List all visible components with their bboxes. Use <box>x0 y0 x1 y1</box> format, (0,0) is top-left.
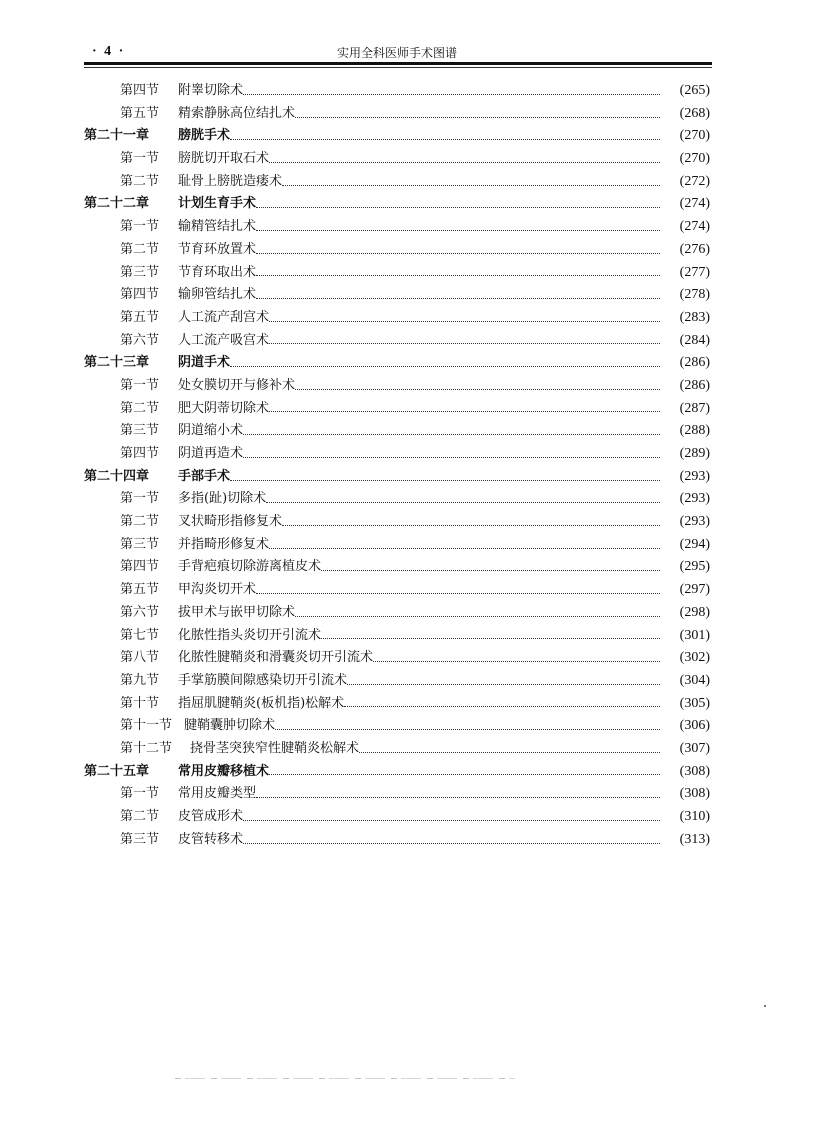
toc-entry-page: (284) <box>679 332 710 348</box>
toc-entry-label: 第五节 <box>120 105 160 121</box>
toc-entry-title: 手部手术 <box>178 468 231 484</box>
dot-leader <box>269 321 660 322</box>
toc-entry-title: 常用皮瓣移植术 <box>178 763 270 779</box>
toc-entry-page: (301) <box>679 627 710 643</box>
toc-entry-page: (302) <box>679 650 710 666</box>
toc-entry-label: 第二节 <box>120 400 160 416</box>
header-rule-thin <box>84 67 712 68</box>
toc-section-entry <box>84 262 710 285</box>
running-title: 实用全科医师手术图谱 <box>336 46 457 60</box>
toc-entry-label: 第二十二章 <box>84 196 150 212</box>
toc-section-entry <box>84 647 710 670</box>
toc-entry-page: (286) <box>679 355 710 371</box>
toc-entry-title: 皮管转移术 <box>178 831 244 847</box>
dot-leader <box>321 638 660 639</box>
dot-leader <box>256 593 660 594</box>
dot-leader <box>275 729 660 730</box>
toc-entry-label: 第四节 <box>120 83 160 98</box>
toc-entry-label: 第二节 <box>120 173 160 189</box>
toc-entry-page: (270) <box>679 128 710 144</box>
toc-entry-title: 计划生育手术 <box>178 196 257 212</box>
toc-entry-page: (274) <box>679 219 710 235</box>
toc-section-entry <box>84 670 710 693</box>
toc-entry-page: (293) <box>679 514 710 530</box>
toc-section-entry <box>84 625 710 648</box>
scan-artifact-line <box>175 1078 515 1079</box>
dot-leader <box>256 253 660 254</box>
toc-entry-title: 输精管结扎术 <box>178 219 257 235</box>
toc-entry-title: 节育环取出术 <box>178 264 257 280</box>
toc-entry-page: (293) <box>679 491 710 507</box>
toc-entry-page: (286) <box>679 377 710 393</box>
dot-leader <box>269 162 660 163</box>
toc-entry-title: 叉状畸形指修复术 <box>178 514 283 530</box>
toc-entry-title: 处女膜切开与修补术 <box>178 377 296 393</box>
toc-entry-page: (310) <box>679 809 710 824</box>
toc-entry-title: 人工流产吸宫术 <box>178 332 270 348</box>
toc-section-entry <box>84 488 710 511</box>
toc-section-entry <box>84 239 710 262</box>
toc-entry-label: 第一节 <box>120 786 160 802</box>
toc-entry-label: 第三节 <box>120 264 160 280</box>
toc-entry-title: 拔甲术与嵌甲切除术 <box>178 604 296 620</box>
toc-entry-title: 阴道缩小术 <box>178 423 244 439</box>
dot-leader <box>230 139 660 140</box>
toc-entry-label: 第二十四章 <box>84 468 150 484</box>
toc-section-entry <box>84 738 710 761</box>
toc-entry-page: (305) <box>679 695 710 711</box>
toc-entry-page: (289) <box>679 446 710 461</box>
dot-leader <box>347 684 660 685</box>
toc-entry-label: 第一节 <box>120 219 160 235</box>
toc-entry-label: 第四节 <box>120 559 160 575</box>
toc-entry-title: 手掌筋膜间隙感染切开引流术 <box>178 672 348 688</box>
toc-entry-title: 皮管成形术 <box>178 809 244 824</box>
toc-entry-title: 常用皮瓣类型 <box>178 786 257 802</box>
dot-leader <box>269 774 660 775</box>
dot-leader <box>256 275 660 276</box>
dot-leader <box>243 94 660 95</box>
toc-entry-page: (283) <box>679 309 710 325</box>
toc-entry-label: 第六节 <box>120 332 160 348</box>
toc-entry-page: (276) <box>679 241 710 257</box>
toc-entry-title: 人工流产刮宫术 <box>178 309 270 325</box>
dot-leader <box>269 411 660 412</box>
toc-entry-title: 手背疤痕切除游离植皮术 <box>178 559 322 575</box>
toc-entry-page: (278) <box>679 287 710 303</box>
dot-leader <box>344 706 660 707</box>
toc-entry-label: 第三节 <box>120 536 160 552</box>
toc-entry-title: 节育环放置术 <box>178 241 257 257</box>
dot-leader <box>266 502 660 503</box>
toc-entry-title: 膀胱切开取石术 <box>178 151 270 167</box>
toc-entry-label: 第二十三章 <box>84 355 150 371</box>
toc-entry-label: 第十二节 <box>120 740 173 756</box>
toc-entry-page: (265) <box>679 83 710 98</box>
toc-entry-label: 第五节 <box>120 309 160 325</box>
toc-entry-label: 第二节 <box>120 809 160 824</box>
dot-leader <box>243 434 660 435</box>
toc-section-entry <box>84 715 710 738</box>
toc-entry-page: (295) <box>679 559 710 575</box>
toc-chapter-entry <box>84 193 710 216</box>
toc-entry-label: 第四节 <box>120 446 160 461</box>
toc-entry-label: 第二节 <box>120 514 160 530</box>
toc-chapter-entry <box>84 761 710 784</box>
toc-entry-title: 阴道手术 <box>178 355 231 371</box>
toc-section-entry <box>84 284 710 307</box>
toc-entry-label: 第九节 <box>120 672 160 688</box>
scan-speck <box>764 1005 766 1007</box>
toc-entry-label: 第十节 <box>120 695 160 711</box>
toc-entry-label: 第一节 <box>120 491 160 507</box>
toc-section-entry <box>84 443 710 466</box>
toc-entry-title: 挠骨茎突狭窄性腱鞘炎松解术 <box>190 740 360 756</box>
dot-leader <box>373 661 660 662</box>
toc-section-entry <box>84 556 710 579</box>
toc-entry-title: 膀胱手术 <box>178 128 231 144</box>
dot-leader <box>256 298 660 299</box>
toc-entry-page: (308) <box>679 786 710 802</box>
dot-leader <box>282 525 660 526</box>
toc-section-entry <box>84 398 710 421</box>
toc-section-entry <box>84 171 710 194</box>
dot-leader <box>295 616 660 617</box>
toc-entry-page: (308) <box>679 763 710 779</box>
dot-leader <box>243 820 660 821</box>
dot-leader <box>243 843 660 844</box>
toc-entry-label: 第六节 <box>120 604 160 620</box>
toc-chapter-entry <box>84 352 710 375</box>
toc-entry-label: 第二十五章 <box>84 763 150 779</box>
toc-entry-title: 多指(趾)切除术 <box>178 491 267 507</box>
page-header <box>84 40 710 60</box>
dot-leader <box>359 752 660 753</box>
toc-section-entry <box>84 579 710 602</box>
toc-entry-page: (313) <box>679 831 710 847</box>
toc-entry-title: 耻骨上膀胱造瘘术 <box>178 173 283 189</box>
toc-section-entry <box>84 80 710 103</box>
toc-section-entry <box>84 783 710 806</box>
dot-leader <box>230 480 660 481</box>
toc-section-entry <box>84 375 710 398</box>
toc-entry-page: (287) <box>679 400 710 416</box>
toc-entry-label: 第三节 <box>120 423 160 439</box>
dot-leader <box>321 570 660 571</box>
toc-entry-page: (270) <box>679 151 710 167</box>
dot-leader <box>256 230 660 231</box>
toc-entry-title: 腱鞘囊肿切除术 <box>184 718 276 734</box>
dot-leader <box>282 185 660 186</box>
toc-section-entry <box>84 829 710 852</box>
toc-entry-title: 指屈肌腱鞘炎(板机指)松解术 <box>178 695 345 711</box>
toc-entry-page: (304) <box>679 672 710 688</box>
toc-entry-title: 阴道再造术 <box>178 446 244 461</box>
toc-entry-page: (297) <box>679 582 710 598</box>
toc-section-entry <box>84 806 710 829</box>
dot-leader <box>230 366 660 367</box>
toc-entry-title: 化脓性指头炎切开引流术 <box>178 627 322 643</box>
toc-entry-label: 第二节 <box>120 241 160 257</box>
toc-entry-page: (272) <box>679 173 710 189</box>
toc-entry-label: 第一节 <box>120 377 160 393</box>
dot-leader <box>243 457 660 458</box>
page-number: · 4 · <box>92 44 126 59</box>
toc-entry-label: 第五节 <box>120 582 160 598</box>
toc-entry-label: 第八节 <box>120 650 160 666</box>
toc-section-entry <box>84 420 710 443</box>
dot-leader <box>269 343 660 344</box>
toc-section-entry <box>84 602 710 625</box>
toc-section-entry <box>84 330 710 353</box>
toc-chapter-entry <box>84 125 710 148</box>
toc-entry-label: 第七节 <box>120 627 160 643</box>
toc-section-entry <box>84 693 710 716</box>
toc-entry-page: (277) <box>679 264 710 280</box>
toc-entry-page: (298) <box>679 604 710 620</box>
toc-entry-title: 输卵管结扎术 <box>178 287 257 303</box>
toc-section-entry <box>84 148 710 171</box>
toc-entry-page: (294) <box>679 536 710 552</box>
toc-entry-label: 第二十一章 <box>84 128 150 144</box>
toc-entry-title: 并指畸形修复术 <box>178 536 270 552</box>
toc-chapter-entry <box>84 466 710 489</box>
dot-leader <box>256 797 660 798</box>
toc-entry-label: 第十一节 <box>120 718 173 734</box>
toc-entry-label: 第三节 <box>120 831 160 847</box>
toc-entry-title: 精索静脉高位结扎术 <box>178 105 296 121</box>
dot-leader <box>269 548 660 549</box>
dot-leader <box>295 117 660 118</box>
toc-section-entry <box>84 307 710 330</box>
toc-entry-title: 肥大阴蒂切除术 <box>178 400 270 416</box>
toc-entry-page: (288) <box>679 423 710 439</box>
toc-section-entry <box>84 216 710 239</box>
header-rule-thick <box>84 62 712 65</box>
toc-entry-page: (306) <box>679 718 710 734</box>
toc-entry-title: 甲沟炎切开术 <box>178 582 257 598</box>
toc-section-entry <box>84 103 710 126</box>
table-of-contents <box>84 80 710 851</box>
dot-leader <box>256 207 660 208</box>
toc-entry-page: (274) <box>679 196 710 212</box>
toc-entry-page: (293) <box>679 468 710 484</box>
toc-entry-label: 第一节 <box>120 151 160 167</box>
toc-entry-title: 附睾切除术 <box>178 83 244 98</box>
toc-entry-label: 第四节 <box>120 287 160 303</box>
toc-entry-page: (307) <box>679 740 710 756</box>
toc-entry-title: 化脓性腱鞘炎和滑囊炎切开引流术 <box>178 650 374 666</box>
toc-section-entry <box>84 534 710 557</box>
toc-entry-page: (268) <box>679 105 710 121</box>
toc-section-entry <box>84 511 710 534</box>
dot-leader <box>295 389 660 390</box>
